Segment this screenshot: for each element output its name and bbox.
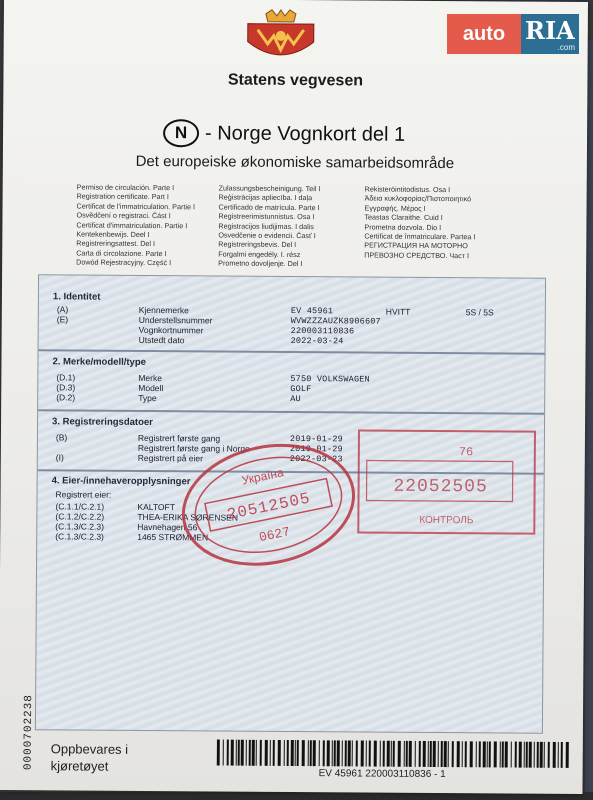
barcode-bar [356,740,358,766]
barcode-bar [393,741,395,767]
barcode-bar [302,740,305,766]
field-label: Type [138,392,157,404]
autoria-watermark [447,14,579,54]
issue-date-value: 2022-03-24 [290,335,344,347]
field-code: (C.1.3/C.2.3) [55,531,104,542]
barcode-bar [260,740,262,766]
barcode-bar [246,740,247,766]
barcode-bar [540,742,543,768]
color-value: HVITT [385,306,411,317]
barcode-bar [544,742,545,768]
vin-value: WVWZZZAUZK8906607 [290,315,381,327]
field-label: Kjennemerke [138,304,189,316]
owner-city-value: 1465 STRØMMEN [137,531,209,543]
barcode-bar [529,742,532,768]
language-line: Rekisteröintitodistus. Osa I [364,184,451,195]
owner-name-value: THEA-ERIKA SØRENSEN [137,511,239,523]
barcode-bar [444,741,447,767]
field-label: Utstedt dato [138,334,185,346]
barcode-bar [553,742,556,768]
registration-plate-value: EV 45961 [290,305,334,317]
language-line: Certificat de înmatriculare. Partea I [364,231,476,242]
barcode-bar [256,740,257,766]
section-title: 4. Eier-/innehaveropplysninger [51,475,191,488]
barcode-bar [505,741,508,767]
rect-customs-stamp [358,430,535,533]
owner-address-value: Havnehagen 56 [137,521,198,533]
barcode-bar [406,741,408,767]
first-registration-norway-value: 2019-01-29 [289,443,343,455]
barcode-bar [502,741,504,767]
language-line: ПРЕВОЗНО СРЕДСТВО. Част I [364,250,470,261]
first-registration-value: 2019-01-29 [289,433,343,445]
keep-in-vehicle-note [51,740,129,775]
barcode-bar [327,740,330,766]
barcode-bar [383,741,385,767]
field-code: (C.1.3/C.2.3) [55,521,105,532]
barcode-bar [515,742,517,768]
barcode-bar [465,741,467,767]
barcode-bar [457,741,460,767]
certificate-number-value: 220003110836 [290,325,355,337]
barcode-bar [387,741,390,767]
barcode-bar [310,740,312,766]
owner-surname-value: KALTOFT [137,501,175,513]
barcode-bar [223,740,224,766]
language-line: Dowód Rejestracyjny. Część I [76,257,172,268]
barcode-bar [270,740,271,766]
owner-registration-value: 2022-03-23 [289,453,343,465]
barcode-bar [284,740,285,766]
section-title: 1. Identitet [52,291,101,303]
barcode-bar [295,740,296,766]
barcode-bar [273,740,275,766]
watermark-ria-text: RIA [525,16,575,45]
barcode-bar [526,742,528,768]
barcode-bar [524,742,525,768]
document-subtitle: Det europeiske økonomiske samarbeidsområde [135,152,455,173]
barcode-bar [558,742,559,768]
barcode-bar [334,740,336,766]
stamp-top-text: Україна [240,465,285,488]
barcode-bar [252,740,255,766]
barcode-bar [319,740,320,766]
barcode-bar [561,742,563,768]
field-label: Modell [138,382,164,394]
language-line: Zulassungsbescheinigung. Teil I [218,183,321,194]
barcode-bar [366,741,367,767]
language-line: Certificado de matrícula. Parte I [218,202,320,212]
keep-line-2: kjøretøyet [50,758,109,774]
barcode-bar [352,740,353,766]
barcode-bar [404,741,405,767]
barcode-bar [361,740,364,766]
barcode-bar [369,741,371,767]
field-code: (I) [55,452,64,463]
field-code: (A) [56,304,69,315]
barcode-bar [337,740,340,766]
field-code: (D.2) [56,392,76,403]
stamp-bottom-text: КОНТРОЛЬ [419,514,474,527]
barcode-bar [227,740,229,766]
barcode-bar [308,740,309,766]
barcode-bar [566,742,569,768]
language-line: Registreringsbevis. Del I [218,239,297,250]
barcode-bar [448,741,449,767]
barcode-bar [470,741,473,767]
barcode-bar [438,741,439,767]
field-label: Merke [138,372,163,384]
barcode-bar [500,741,501,767]
barcode-bar [348,740,351,766]
watermark-domain-text: .com [557,43,575,52]
language-line: Εγγραφής. Μέρος I [364,203,426,213]
keep-line-1: Oppbevares i [50,741,129,757]
stamp-code-text: 0627 [257,524,292,546]
field-label: Registrert første gang [137,432,221,444]
document-title: - Norge Vognkort del 1 [204,121,406,146]
barcode-bar [534,742,535,768]
barcode-bar [217,739,220,765]
field-code: (B) [55,432,68,443]
barcode-bar [423,741,426,767]
barcode-bar [374,741,377,767]
barcode [217,739,577,770]
owner-subtitle: Registrert eier: [55,489,112,500]
barcode-bar [452,741,454,767]
field-code: (D.3) [56,382,76,393]
barcode-bar [433,741,436,767]
model-value: GOLF [290,383,312,395]
agency-name: Statens vegvesen [227,71,364,90]
section-title: 2. Merke/modell/type [52,356,146,368]
barcode-bar [409,741,412,767]
barcode-bar [332,740,333,766]
language-line: Kentekenbewijs. Deel I [76,229,150,240]
language-line: Registracijos liudijimas. I dalis [218,221,314,231]
watermark-auto-text: auto [447,14,521,54]
field-code: (C.1.1/C.2.1) [55,501,105,512]
field-code: (E) [56,314,69,325]
language-line: Registreerimistunnistus. Osa I [218,211,315,222]
watermark-ria-block [521,14,579,54]
barcode-bar [391,741,392,767]
type-value: AU [290,393,301,405]
field-label: Registrert på eier [137,452,204,464]
barcode-bar [313,740,316,766]
field-code: (D.1) [56,372,76,383]
country-code-badge: N [163,119,199,147]
barcode-bar [487,741,488,767]
language-line: Certificat de l'immatriculation. Partie I [76,201,196,212]
field-label: Registrert første gang i Norge [137,442,250,454]
serial-number: 0000702238 [22,694,36,771]
barcode-bar [380,741,381,767]
language-line: Teastas Claraithe. Cuid I [364,212,443,223]
barcode-bar [483,741,486,767]
barcode-bar [489,741,491,767]
field-code: (C.1.2/C.2.2) [55,511,105,522]
language-line: Prometna dozvola. Dio I [364,222,442,232]
barcode-bar [430,741,432,767]
language-line: Reģistrācijas apliecība. I daļa [218,192,313,203]
barcode-bar [519,742,522,768]
barcode-bar [278,740,281,766]
barcode-bar [428,741,429,767]
barcode-text: EV 45961 220003110836 - 1 [318,768,446,781]
barcode-bar [345,740,347,766]
stamp-number-text: 22052505 [393,476,488,498]
language-line: Carta di circolazione. Parte I [76,248,167,258]
field-label: Vognkortnummer [138,324,204,336]
barcode-bar [415,741,416,767]
language-line: Forgalmi engedély. I. rész [218,249,301,259]
barcode-bar [297,740,299,766]
language-line: Prometno dovoljenje. Del I [218,258,303,269]
barcode-bar [323,740,325,766]
language-line: РЕГИСТРАЦИЯ НА МОТОРНО [364,240,468,251]
section-title: 3. Registreringsdatoer [52,416,153,429]
barcode-bar [342,740,343,766]
barcode-bar [238,740,240,766]
barcode-bar [249,740,251,766]
language-line: Άδεια κυκλοφορίας/Πιστοποιητικό [364,193,472,204]
stamp-top-number-text: 76 [458,445,474,460]
barcode-bar [476,741,477,767]
barcode-bar [494,741,497,767]
barcode-bar [441,741,443,767]
barcode-bar [265,740,268,766]
barcode-bar [479,741,481,767]
barcode-bar [419,741,421,767]
seats-value: 5S / 5S [465,307,494,318]
barcode-bar [462,741,463,767]
language-line: Osvědčení o registraci. Část I [76,210,171,221]
round-customs-stamp [173,431,365,579]
barcode-bar [548,742,550,768]
barcode-bar [236,740,237,766]
stamp-number-text: 20512505 [225,489,313,525]
language-line: Registration certificate. Part I [76,191,169,202]
language-line: Certificat d'immatriculation. Partie I [76,220,188,230]
barcode-bar [231,740,234,766]
field-label: Understellsnummer [138,314,213,326]
language-line: Permiso de circulación. Parte I [76,182,175,193]
barcode-bar [287,740,289,766]
language-line: Osvedčenie o evidencii. Časť I [218,230,316,241]
barcode-bar [241,740,244,766]
barcode-bar [537,742,539,768]
barcode-bar [398,741,401,767]
make-value: 5750 VOLKSWAGEN [290,373,370,385]
language-line: Registreringsattest. Del I [76,238,156,249]
barcode-bar [511,742,512,768]
barcode-bar [291,740,294,766]
